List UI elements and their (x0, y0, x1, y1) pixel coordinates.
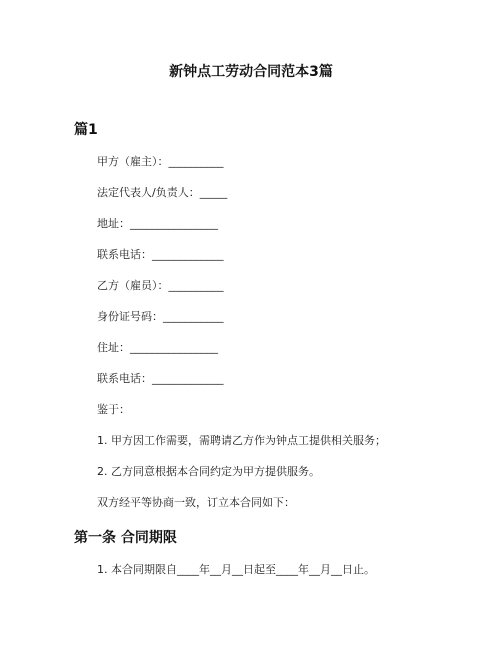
party-b-phone-line: 联系电话：_____________ (97, 372, 224, 385)
party-a-address-line: 地址：________________ (97, 217, 218, 230)
agreement-intro-line: 双方经平等协商一致，订立本合同如下： (97, 496, 295, 509)
document-title: 新钟点工劳动合同范本3篇 (169, 64, 333, 80)
whereas-line: 鉴于： (97, 403, 130, 416)
party-b-line: 乙方（雇员）：__________ (97, 279, 224, 292)
article-1-heading: 第一条 合同期限 (74, 530, 177, 546)
contract-term-line: 1. 本合同期限自____年__月__日起至____年__月__日止。 (97, 563, 375, 576)
id-number-line: 身份证号码：___________ (97, 310, 224, 323)
party-a-line: 甲方（雇主）：__________ (97, 155, 224, 168)
whereas-item-2: 2. 乙方同意根据本合同约定为甲方提供服务。 (97, 465, 320, 478)
whereas-item-1: 1. 甲方因工作需要，需聘请乙方作为钟点工提供相关服务； (97, 434, 386, 447)
legal-representative-line: 法定代表人/负责人：_____ (97, 186, 228, 199)
party-b-address-line: 住址：________________ (97, 341, 218, 354)
section-heading-1: 篇1 (74, 122, 98, 138)
party-a-phone-line: 联系电话：_____________ (97, 248, 224, 261)
